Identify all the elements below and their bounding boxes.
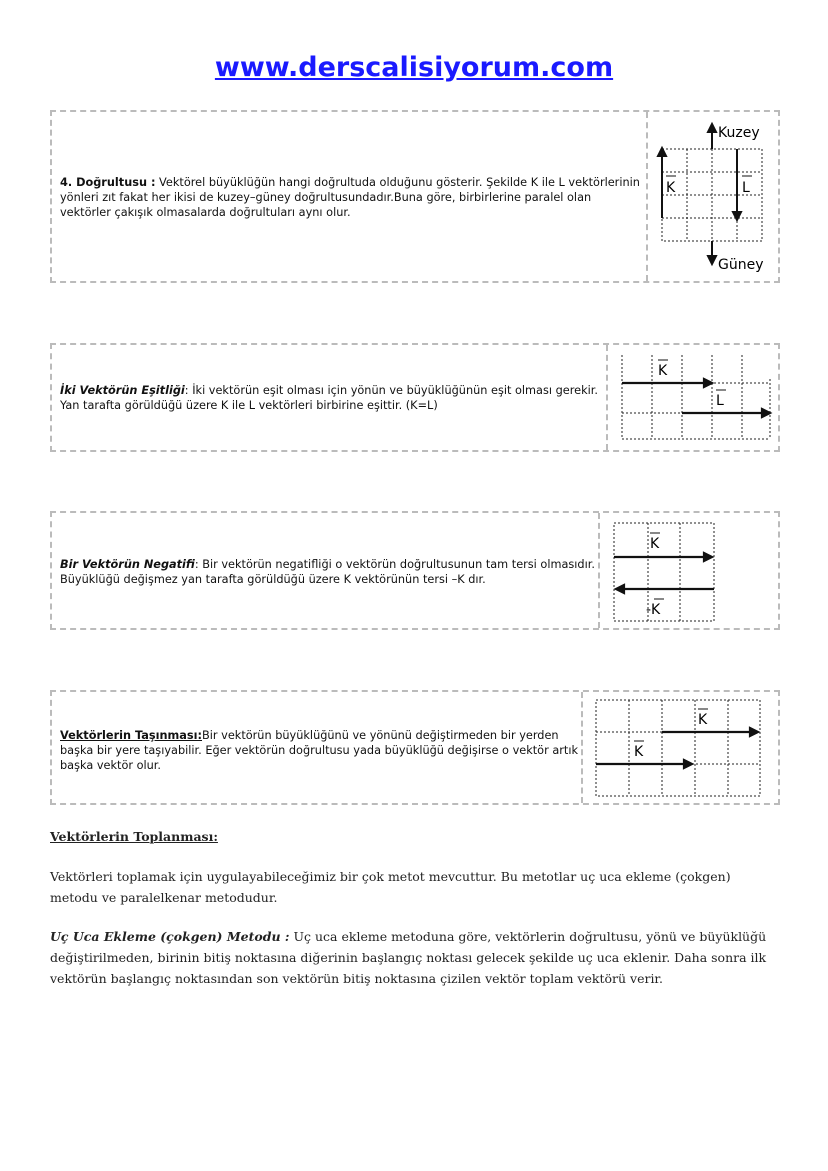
addition-intro: Vektörleri toplamak için uygulayabileceğimiz bir çok metot mevcuttur. Bu metotlar uç uca ekleme (çokgen) metodu ve paralelkenar metodudur.	[50, 869, 731, 905]
translation-title: Vektörlerin Taşınması:	[60, 729, 203, 742]
equality-title: İki Vektörün Eşitliği	[60, 384, 185, 397]
direction-body: Vektörel büyüklüğün hangi doğrultuda olduğunu gösterir. Şekilde K ile L vektörlerinin yönleri zıt fakat her ikisi de kuzey–güney doğrultusundadır.Buna göre, birbirlerine paralel olan vektörler çakışık olmasalarda doğrultuları aynı olur.	[60, 176, 640, 219]
translation-box	[50, 690, 780, 805]
vector-l-label: L	[742, 180, 750, 196]
translation-text	[60, 728, 580, 773]
north-label: Kuzey	[718, 125, 760, 141]
divider	[646, 112, 648, 281]
south-label: Güney	[718, 257, 764, 273]
method-title: Uç Uca Ekleme (çokgen) Metodu :	[50, 929, 290, 944]
site-link[interactable]: www.derscalisiyorum.com	[214, 52, 614, 83]
vector-k-moved-label: K	[634, 744, 644, 760]
direction-box	[50, 110, 780, 283]
vector-k-label: K	[658, 363, 668, 379]
vector-neg-k-label: -K	[646, 602, 661, 618]
translation-diagram	[590, 694, 770, 802]
translation-body: Bir vektörün büyüklüğünü ve yönünü değiştirmeden bir yerden başka bir yere taşıyabilir. Eğer vektörün doğrultusu yada büyüklüğü değişirse o vektör artık başka vektör olur.	[60, 729, 578, 772]
vector-k-label: K	[650, 536, 660, 552]
equality-diagram	[612, 347, 778, 447]
negative-title: Bir Vektörün Negatifi	[60, 558, 195, 571]
negative-box	[50, 511, 780, 630]
negative-text	[60, 557, 600, 587]
negative-diagram	[608, 517, 720, 627]
negative-body: : Bir vektörün negatifliği o vektörün doğrultusunun tam tersi olmasıdır. Büyüklüğü değişmez yan tarafta görüldüğü üzere K vektörünün tersi –K dır.	[60, 558, 595, 586]
method-body: Uç uca ekleme metoduna göre, vektörlerin doğrultusu, yönü ve büyüklüğü değiştirilmeden, birinin bitiş noktasına diğerinin başlangıç noktası gelecek şekilde uç uca eklenir. Daha sonra ilk vektörün başlangıç noktasından son vektörün bitiş noktasına çizilen vektör toplam vektörü verir.	[50, 929, 767, 986]
method-paragraph	[50, 926, 780, 989]
addition-heading: Vektörlerin Toplanması:	[50, 829, 218, 844]
equality-text	[60, 383, 600, 413]
direction-diagram	[652, 112, 780, 282]
vector-l-label: L	[716, 393, 724, 409]
vector-k-label: K	[698, 712, 708, 728]
divider	[581, 692, 583, 803]
equality-body: : İki vektörün eşit olması için yönün ve büyüklüğünün eşit olması gerekir. Yan tarafta görüldüğü üzere K ile L vektörleri birbirine eşittir. (K=L)	[60, 384, 598, 412]
divider	[598, 513, 600, 628]
divider	[606, 345, 608, 450]
equality-box	[50, 343, 780, 452]
direction-title: 4. Doğrultusu :	[60, 176, 156, 189]
vector-k-label: K	[666, 180, 676, 196]
direction-text	[60, 175, 640, 220]
